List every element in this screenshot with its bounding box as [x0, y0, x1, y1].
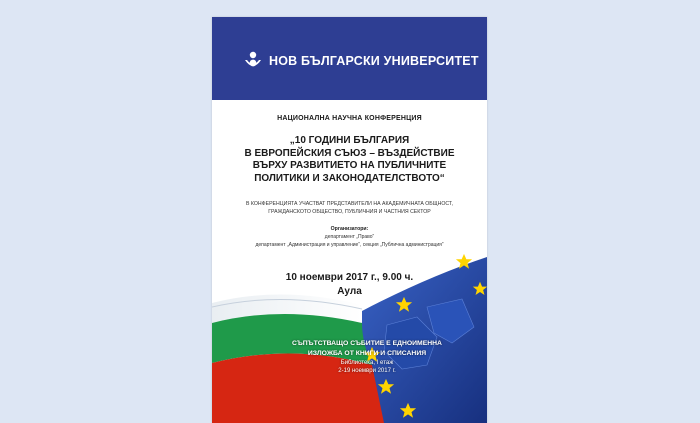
- university-logo-icon: [242, 50, 264, 72]
- title-line: ВЪРХУ РАЗВИТИЕТО НА ПУБЛИЧНИТЕ: [252, 160, 447, 171]
- event-venue: Аула: [337, 286, 362, 297]
- organizer-line: департамент „Администрация и управление“, секция „Публична администрация“: [255, 241, 444, 248]
- side-event-location: Библиотека, I етаж: [340, 360, 394, 366]
- university-name: НОВ БЪЛГАРСКИ УНИВЕРСИТЕТ: [269, 54, 479, 68]
- poster-header: [212, 17, 487, 100]
- side-event-line: ИЗЛОЖБА ОТ КНИГИ И СПИСАНИЯ: [307, 349, 427, 357]
- organizers-list: [212, 234, 487, 249]
- organizer-line: департамент „Право“: [324, 234, 375, 240]
- conference-type: НАЦИОНАЛНА НАУЧНА КОНФЕРЕНЦИЯ: [277, 115, 422, 122]
- participants-line: ГРАЖДАНСКОТО ОБЩЕСТВО, ПУБЛИЧНИЯ И ЧАСТНИЯ СЕКТОР: [268, 209, 431, 215]
- side-event-details: [267, 359, 467, 375]
- side-event-line: СЪПЪТСТВАЩО СЪБИТИЕ Е ЕДНОИМЕННА: [292, 340, 442, 347]
- event-date: 10 ноември 2017 г., 9.00 ч.: [285, 272, 414, 283]
- title-line: ПОЛИТИКИ И ЗАКОНОДАТЕЛСТВОТО“: [254, 172, 445, 184]
- title-line: „10 ГОДИНИ БЪЛГАРИЯ: [289, 135, 410, 146]
- participants-line: В КОНФЕРЕНЦИЯТА УЧАСТВАТ ПРЕДСТАВИТЕЛИ НА АКАДЕМИЧНАТА ОБЩНОСТ,: [246, 201, 453, 207]
- organizers-label: Организатори:: [330, 226, 369, 232]
- participants-note: [212, 200, 487, 216]
- conference-title: [212, 135, 487, 185]
- conference-poster: [212, 17, 487, 423]
- title-line: В ЕВРОПЕЙСКИЯ СЪЮЗ – ВЪЗДЕЙСТВИЕ: [244, 147, 455, 159]
- side-event-dates: 2-19 ноември 2017 г.: [338, 368, 396, 374]
- side-event: [267, 339, 467, 358]
